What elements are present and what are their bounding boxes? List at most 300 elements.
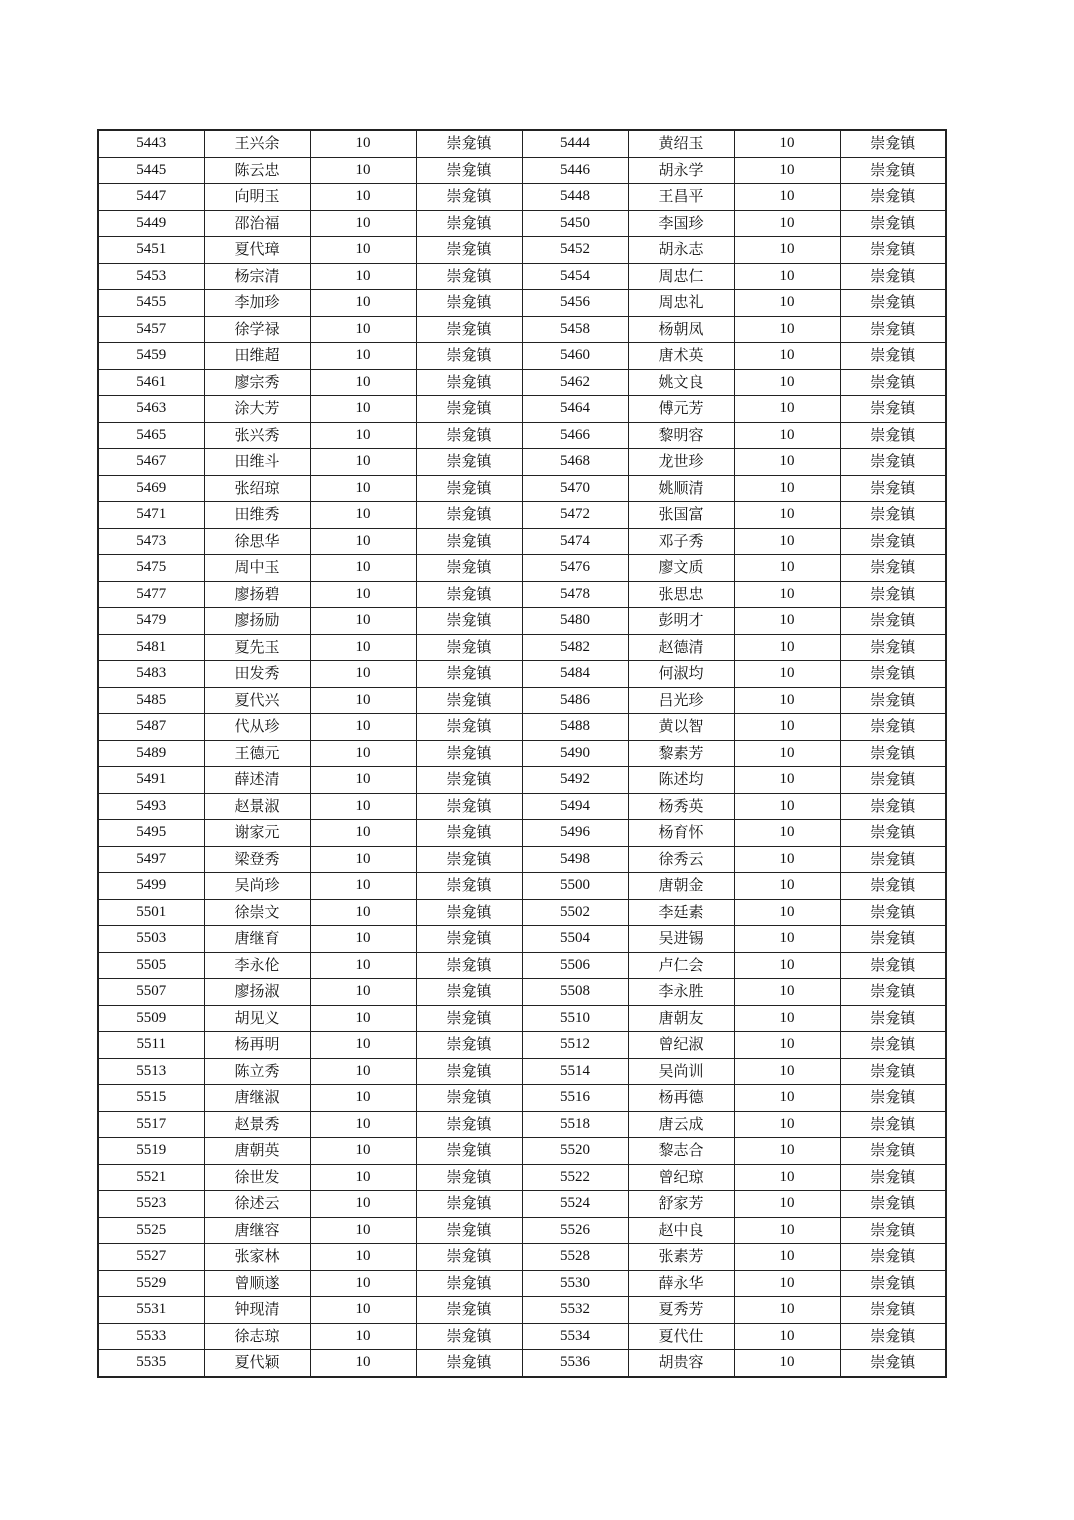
- name-cell: 李国珍: [628, 210, 734, 237]
- name-cell: 谢家元: [204, 820, 310, 847]
- town-cell: 崇龛镇: [416, 1111, 522, 1138]
- amount-cell: 10: [310, 767, 416, 794]
- amount-cell: 10: [310, 581, 416, 608]
- town-cell: 崇龛镇: [840, 926, 946, 953]
- serial-number-cell: 5519: [98, 1138, 204, 1165]
- amount-cell: 10: [310, 846, 416, 873]
- table-row: [98, 502, 946, 529]
- table-row: [98, 687, 946, 714]
- town-cell: 崇龛镇: [416, 475, 522, 502]
- serial-number-cell: 5534: [522, 1323, 628, 1350]
- amount-cell: 10: [734, 952, 840, 979]
- serial-number-cell: 5483: [98, 661, 204, 688]
- name-cell: 夏先玉: [204, 634, 310, 661]
- name-cell: 廖宗秀: [204, 369, 310, 396]
- amount-cell: 10: [734, 502, 840, 529]
- town-cell: 崇龛镇: [416, 184, 522, 211]
- serial-number-cell: 5490: [522, 740, 628, 767]
- name-cell: 赵德清: [628, 634, 734, 661]
- town-cell: 崇龛镇: [416, 422, 522, 449]
- town-cell: 崇龛镇: [416, 899, 522, 926]
- name-cell: 吴进锡: [628, 926, 734, 953]
- name-cell: 张思忠: [628, 581, 734, 608]
- amount-cell: 10: [310, 1058, 416, 1085]
- town-cell: 崇龛镇: [416, 369, 522, 396]
- table-row: [98, 1058, 946, 1085]
- table-row: [98, 608, 946, 635]
- amount-cell: 10: [734, 1164, 840, 1191]
- name-cell: 唐云成: [628, 1111, 734, 1138]
- amount-cell: 10: [734, 634, 840, 661]
- name-cell: 周忠礼: [628, 290, 734, 317]
- serial-number-cell: 5530: [522, 1270, 628, 1297]
- serial-number-cell: 5458: [522, 316, 628, 343]
- table-row: [98, 369, 946, 396]
- amount-cell: 10: [310, 1085, 416, 1112]
- town-cell: 崇龛镇: [416, 979, 522, 1006]
- name-cell: 夏代颖: [204, 1350, 310, 1377]
- serial-number-cell: 5466: [522, 422, 628, 449]
- amount-cell: 10: [310, 952, 416, 979]
- serial-number-cell: 5459: [98, 343, 204, 370]
- serial-number-cell: 5503: [98, 926, 204, 953]
- amount-cell: 10: [734, 237, 840, 264]
- amount-cell: 10: [310, 130, 416, 157]
- serial-number-cell: 5464: [522, 396, 628, 423]
- town-cell: 崇龛镇: [840, 952, 946, 979]
- name-cell: 王兴余: [204, 130, 310, 157]
- serial-number-cell: 5527: [98, 1244, 204, 1271]
- amount-cell: 10: [310, 528, 416, 555]
- roster-table: [97, 129, 947, 1378]
- amount-cell: 10: [310, 369, 416, 396]
- town-cell: 崇龛镇: [840, 1297, 946, 1324]
- amount-cell: 10: [310, 1270, 416, 1297]
- amount-cell: 10: [310, 210, 416, 237]
- table-row: [98, 210, 946, 237]
- amount-cell: 10: [734, 290, 840, 317]
- amount-cell: 10: [310, 1297, 416, 1324]
- amount-cell: 10: [734, 820, 840, 847]
- table-row: [98, 1297, 946, 1324]
- name-cell: 夏代璋: [204, 237, 310, 264]
- amount-cell: 10: [310, 263, 416, 290]
- name-cell: 薛述清: [204, 767, 310, 794]
- serial-number-cell: 5499: [98, 873, 204, 900]
- town-cell: 崇龛镇: [840, 661, 946, 688]
- serial-number-cell: 5474: [522, 528, 628, 555]
- town-cell: 崇龛镇: [416, 1005, 522, 1032]
- name-cell: 何淑均: [628, 661, 734, 688]
- name-cell: 夏代仕: [628, 1323, 734, 1350]
- town-cell: 崇龛镇: [840, 820, 946, 847]
- town-cell: 崇龛镇: [840, 237, 946, 264]
- amount-cell: 10: [734, 1297, 840, 1324]
- table-row: [98, 157, 946, 184]
- table-row: [98, 581, 946, 608]
- amount-cell: 10: [734, 1138, 840, 1165]
- town-cell: 崇龛镇: [416, 767, 522, 794]
- serial-number-cell: 5463: [98, 396, 204, 423]
- name-cell: 李廷素: [628, 899, 734, 926]
- table-row: [98, 979, 946, 1006]
- town-cell: 崇龛镇: [840, 290, 946, 317]
- town-cell: 崇龛镇: [840, 396, 946, 423]
- town-cell: 崇龛镇: [840, 528, 946, 555]
- table-row: [98, 793, 946, 820]
- serial-number-cell: 5494: [522, 793, 628, 820]
- name-cell: 周忠仁: [628, 263, 734, 290]
- town-cell: 崇龛镇: [840, 767, 946, 794]
- serial-number-cell: 5445: [98, 157, 204, 184]
- table-row: [98, 1244, 946, 1271]
- name-cell: 李加珍: [204, 290, 310, 317]
- name-cell: 姚文良: [628, 369, 734, 396]
- table-row: [98, 714, 946, 741]
- town-cell: 崇龛镇: [840, 1164, 946, 1191]
- town-cell: 崇龛镇: [416, 873, 522, 900]
- amount-cell: 10: [310, 1032, 416, 1059]
- serial-number-cell: 5526: [522, 1217, 628, 1244]
- town-cell: 崇龛镇: [416, 502, 522, 529]
- name-cell: 李永胜: [628, 979, 734, 1006]
- town-cell: 崇龛镇: [416, 290, 522, 317]
- town-cell: 崇龛镇: [840, 1111, 946, 1138]
- table-row: [98, 767, 946, 794]
- serial-number-cell: 5487: [98, 714, 204, 741]
- name-cell: 胡贵容: [628, 1350, 734, 1377]
- table-row: [98, 290, 946, 317]
- table-row: [98, 396, 946, 423]
- serial-number-cell: 5469: [98, 475, 204, 502]
- town-cell: 崇龛镇: [840, 1244, 946, 1271]
- table-row: [98, 1217, 946, 1244]
- serial-number-cell: 5446: [522, 157, 628, 184]
- amount-cell: 10: [310, 184, 416, 211]
- table-row: [98, 528, 946, 555]
- serial-number-cell: 5522: [522, 1164, 628, 1191]
- serial-number-cell: 5533: [98, 1323, 204, 1350]
- name-cell: 徐秀云: [628, 846, 734, 873]
- serial-number-cell: 5501: [98, 899, 204, 926]
- serial-number-cell: 5476: [522, 555, 628, 582]
- serial-number-cell: 5493: [98, 793, 204, 820]
- town-cell: 崇龛镇: [416, 157, 522, 184]
- name-cell: 唐朝金: [628, 873, 734, 900]
- serial-number-cell: 5461: [98, 369, 204, 396]
- serial-number-cell: 5525: [98, 1217, 204, 1244]
- town-cell: 崇龛镇: [840, 210, 946, 237]
- serial-number-cell: 5500: [522, 873, 628, 900]
- name-cell: 钟现清: [204, 1297, 310, 1324]
- amount-cell: 10: [310, 1164, 416, 1191]
- serial-number-cell: 5468: [522, 449, 628, 476]
- amount-cell: 10: [734, 1111, 840, 1138]
- town-cell: 崇龛镇: [840, 1191, 946, 1218]
- name-cell: 徐学禄: [204, 316, 310, 343]
- town-cell: 崇龛镇: [416, 1085, 522, 1112]
- town-cell: 崇龛镇: [416, 130, 522, 157]
- amount-cell: 10: [734, 661, 840, 688]
- town-cell: 崇龛镇: [416, 687, 522, 714]
- serial-number-cell: 5448: [522, 184, 628, 211]
- name-cell: 吴尚珍: [204, 873, 310, 900]
- town-cell: 崇龛镇: [416, 1270, 522, 1297]
- table-row: [98, 263, 946, 290]
- serial-number-cell: 5529: [98, 1270, 204, 1297]
- name-cell: 胡见义: [204, 1005, 310, 1032]
- town-cell: 崇龛镇: [416, 210, 522, 237]
- table-row: [98, 1164, 946, 1191]
- amount-cell: 10: [310, 1005, 416, 1032]
- amount-cell: 10: [734, 210, 840, 237]
- serial-number-cell: 5473: [98, 528, 204, 555]
- amount-cell: 10: [310, 422, 416, 449]
- amount-cell: 10: [734, 1005, 840, 1032]
- name-cell: 廖文质: [628, 555, 734, 582]
- amount-cell: 10: [734, 1191, 840, 1218]
- amount-cell: 10: [310, 634, 416, 661]
- amount-cell: 10: [310, 1350, 416, 1377]
- table-row: [98, 661, 946, 688]
- serial-number-cell: 5489: [98, 740, 204, 767]
- serial-number-cell: 5479: [98, 608, 204, 635]
- name-cell: 曾纪琼: [628, 1164, 734, 1191]
- serial-number-cell: 5484: [522, 661, 628, 688]
- amount-cell: 10: [734, 157, 840, 184]
- serial-number-cell: 5478: [522, 581, 628, 608]
- amount-cell: 10: [734, 1270, 840, 1297]
- name-cell: 黎素芳: [628, 740, 734, 767]
- serial-number-cell: 5477: [98, 581, 204, 608]
- roster-body: [98, 130, 946, 1377]
- town-cell: 崇龛镇: [416, 820, 522, 847]
- serial-number-cell: 5510: [522, 1005, 628, 1032]
- amount-cell: 10: [310, 396, 416, 423]
- amount-cell: 10: [310, 449, 416, 476]
- town-cell: 崇龛镇: [416, 555, 522, 582]
- table-row: [98, 952, 946, 979]
- name-cell: 李永伦: [204, 952, 310, 979]
- amount-cell: 10: [734, 1085, 840, 1112]
- amount-cell: 10: [734, 899, 840, 926]
- serial-number-cell: 5488: [522, 714, 628, 741]
- town-cell: 崇龛镇: [416, 581, 522, 608]
- amount-cell: 10: [310, 1217, 416, 1244]
- table-row: [98, 740, 946, 767]
- town-cell: 崇龛镇: [840, 369, 946, 396]
- name-cell: 徐崇文: [204, 899, 310, 926]
- town-cell: 崇龛镇: [840, 899, 946, 926]
- name-cell: 赵景秀: [204, 1111, 310, 1138]
- town-cell: 崇龛镇: [416, 793, 522, 820]
- name-cell: 卢仁会: [628, 952, 734, 979]
- serial-number-cell: 5467: [98, 449, 204, 476]
- serial-number-cell: 5524: [522, 1191, 628, 1218]
- amount-cell: 10: [734, 130, 840, 157]
- name-cell: 胡永学: [628, 157, 734, 184]
- name-cell: 陈云忠: [204, 157, 310, 184]
- serial-number-cell: 5515: [98, 1085, 204, 1112]
- amount-cell: 10: [734, 1350, 840, 1377]
- name-cell: 唐继容: [204, 1217, 310, 1244]
- town-cell: 崇龛镇: [840, 873, 946, 900]
- name-cell: 黄以智: [628, 714, 734, 741]
- town-cell: 崇龛镇: [416, 1323, 522, 1350]
- serial-number-cell: 5447: [98, 184, 204, 211]
- serial-number-cell: 5457: [98, 316, 204, 343]
- name-cell: 徐述云: [204, 1191, 310, 1218]
- amount-cell: 10: [734, 687, 840, 714]
- serial-number-cell: 5504: [522, 926, 628, 953]
- name-cell: 陈述均: [628, 767, 734, 794]
- serial-number-cell: 5496: [522, 820, 628, 847]
- name-cell: 张兴秀: [204, 422, 310, 449]
- amount-cell: 10: [310, 1244, 416, 1271]
- serial-number-cell: 5514: [522, 1058, 628, 1085]
- town-cell: 崇龛镇: [416, 846, 522, 873]
- name-cell: 张家林: [204, 1244, 310, 1271]
- amount-cell: 10: [310, 475, 416, 502]
- serial-number-cell: 5451: [98, 237, 204, 264]
- name-cell: 杨秀英: [628, 793, 734, 820]
- serial-number-cell: 5506: [522, 952, 628, 979]
- serial-number-cell: 5460: [522, 343, 628, 370]
- amount-cell: 10: [734, 1323, 840, 1350]
- serial-number-cell: 5471: [98, 502, 204, 529]
- table-row: [98, 449, 946, 476]
- table-row: [98, 1323, 946, 1350]
- table-row: [98, 555, 946, 582]
- name-cell: 彭明才: [628, 608, 734, 635]
- serial-number-cell: 5505: [98, 952, 204, 979]
- table-row: [98, 1005, 946, 1032]
- name-cell: 赵景淑: [204, 793, 310, 820]
- name-cell: 杨育怀: [628, 820, 734, 847]
- serial-number-cell: 5495: [98, 820, 204, 847]
- amount-cell: 10: [734, 740, 840, 767]
- name-cell: 曾纪淑: [628, 1032, 734, 1059]
- town-cell: 崇龛镇: [416, 1297, 522, 1324]
- name-cell: 傅元芳: [628, 396, 734, 423]
- name-cell: 杨再明: [204, 1032, 310, 1059]
- name-cell: 黎志合: [628, 1138, 734, 1165]
- town-cell: 崇龛镇: [416, 528, 522, 555]
- serial-number-cell: 5517: [98, 1111, 204, 1138]
- name-cell: 张国富: [628, 502, 734, 529]
- town-cell: 崇龛镇: [840, 793, 946, 820]
- serial-number-cell: 5454: [522, 263, 628, 290]
- table-row: [98, 634, 946, 661]
- town-cell: 崇龛镇: [840, 740, 946, 767]
- name-cell: 夏秀芳: [628, 1297, 734, 1324]
- town-cell: 崇龛镇: [840, 1005, 946, 1032]
- town-cell: 崇龛镇: [416, 449, 522, 476]
- amount-cell: 10: [734, 926, 840, 953]
- serial-number-cell: 5512: [522, 1032, 628, 1059]
- amount-cell: 10: [310, 687, 416, 714]
- name-cell: 黎明容: [628, 422, 734, 449]
- amount-cell: 10: [734, 1244, 840, 1271]
- serial-number-cell: 5462: [522, 369, 628, 396]
- name-cell: 田维斗: [204, 449, 310, 476]
- name-cell: 龙世珍: [628, 449, 734, 476]
- amount-cell: 10: [734, 369, 840, 396]
- name-cell: 赵中良: [628, 1217, 734, 1244]
- serial-number-cell: 5480: [522, 608, 628, 635]
- name-cell: 田发秀: [204, 661, 310, 688]
- table-row: [98, 1085, 946, 1112]
- amount-cell: 10: [734, 1058, 840, 1085]
- town-cell: 崇龛镇: [416, 952, 522, 979]
- serial-number-cell: 5518: [522, 1111, 628, 1138]
- serial-number-cell: 5508: [522, 979, 628, 1006]
- name-cell: 张素芳: [628, 1244, 734, 1271]
- town-cell: 崇龛镇: [416, 926, 522, 953]
- name-cell: 周中玉: [204, 555, 310, 582]
- amount-cell: 10: [310, 899, 416, 926]
- table-row: [98, 846, 946, 873]
- town-cell: 崇龛镇: [840, 422, 946, 449]
- serial-number-cell: 5492: [522, 767, 628, 794]
- serial-number-cell: 5482: [522, 634, 628, 661]
- table-row: [98, 237, 946, 264]
- serial-number-cell: 5536: [522, 1350, 628, 1377]
- amount-cell: 10: [734, 767, 840, 794]
- serial-number-cell: 5531: [98, 1297, 204, 1324]
- town-cell: 崇龛镇: [840, 263, 946, 290]
- name-cell: 杨朝凤: [628, 316, 734, 343]
- amount-cell: 10: [310, 290, 416, 317]
- town-cell: 崇龛镇: [416, 1138, 522, 1165]
- table-row: [98, 873, 946, 900]
- town-cell: 崇龛镇: [840, 608, 946, 635]
- table-row: [98, 316, 946, 343]
- table-row: [98, 1270, 946, 1297]
- amount-cell: 10: [310, 979, 416, 1006]
- town-cell: 崇龛镇: [840, 846, 946, 873]
- town-cell: 崇龛镇: [416, 661, 522, 688]
- serial-number-cell: 5470: [522, 475, 628, 502]
- amount-cell: 10: [310, 316, 416, 343]
- town-cell: 崇龛镇: [416, 1058, 522, 1085]
- town-cell: 崇龛镇: [416, 1164, 522, 1191]
- serial-number-cell: 5535: [98, 1350, 204, 1377]
- town-cell: 崇龛镇: [416, 608, 522, 635]
- serial-number-cell: 5491: [98, 767, 204, 794]
- town-cell: 崇龛镇: [840, 1350, 946, 1377]
- town-cell: 崇龛镇: [416, 1217, 522, 1244]
- name-cell: 徐志琼: [204, 1323, 310, 1350]
- name-cell: 唐继淑: [204, 1085, 310, 1112]
- name-cell: 胡永志: [628, 237, 734, 264]
- serial-number-cell: 5520: [522, 1138, 628, 1165]
- name-cell: 田维秀: [204, 502, 310, 529]
- table-row: [98, 343, 946, 370]
- table-row: [98, 820, 946, 847]
- serial-number-cell: 5450: [522, 210, 628, 237]
- town-cell: 崇龛镇: [840, 979, 946, 1006]
- town-cell: 崇龛镇: [840, 555, 946, 582]
- amount-cell: 10: [734, 475, 840, 502]
- town-cell: 崇龛镇: [840, 475, 946, 502]
- amount-cell: 10: [734, 714, 840, 741]
- table-row: [98, 899, 946, 926]
- name-cell: 张绍琼: [204, 475, 310, 502]
- amount-cell: 10: [734, 184, 840, 211]
- serial-number-cell: 5509: [98, 1005, 204, 1032]
- serial-number-cell: 5456: [522, 290, 628, 317]
